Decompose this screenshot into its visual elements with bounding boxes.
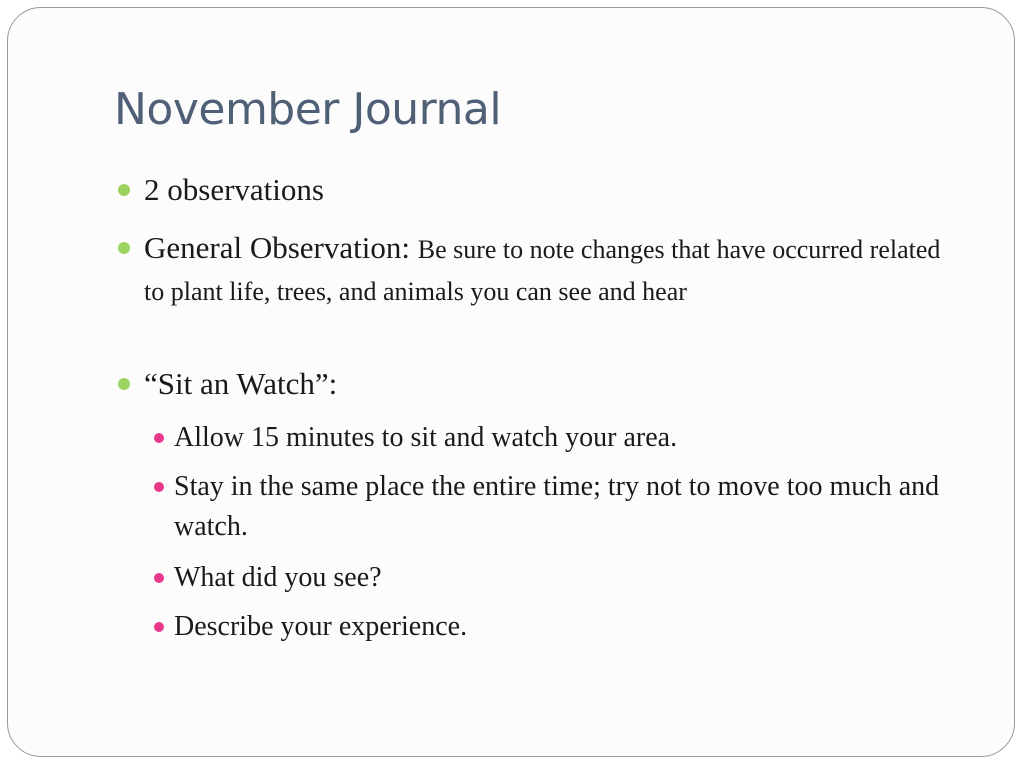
sub-bullet-text: What did you see? bbox=[174, 562, 382, 593]
bullet-lead-text: General Observation: bbox=[144, 230, 418, 265]
sub-bullet-text: Allow 15 minutes to sit and watch your area. bbox=[174, 422, 678, 453]
sub-bullet-item bbox=[174, 558, 964, 598]
pink-bullet-dot bbox=[154, 622, 164, 632]
bullet-item bbox=[144, 228, 964, 312]
bullet-text: “Sit an Watch”: bbox=[144, 366, 338, 401]
bullet-item bbox=[144, 366, 964, 402]
sub-bullet-text: Stay in the same place the entire time; try not to move too much and watch. bbox=[174, 471, 940, 542]
sub-bullet-item bbox=[174, 467, 964, 547]
pink-bullet-dot bbox=[154, 573, 164, 583]
sub-bullet-item bbox=[174, 418, 964, 458]
slide-title: November Journal bbox=[114, 84, 502, 135]
bullet-detail-text: Be sure to note changes that have occurred related to plant life, trees, and animals you can see and hear bbox=[144, 235, 941, 306]
green-bullet-dot bbox=[118, 242, 130, 254]
green-bullet-dot bbox=[118, 184, 130, 196]
pink-bullet-dot bbox=[154, 482, 164, 492]
pink-bullet-dot bbox=[154, 433, 164, 443]
sub-bullet-text: Describe your experience. bbox=[174, 611, 468, 642]
sub-bullet-item bbox=[174, 607, 964, 647]
bullet-item bbox=[144, 172, 964, 208]
green-bullet-dot bbox=[118, 378, 130, 390]
bullet-text: 2 observations bbox=[144, 172, 324, 207]
